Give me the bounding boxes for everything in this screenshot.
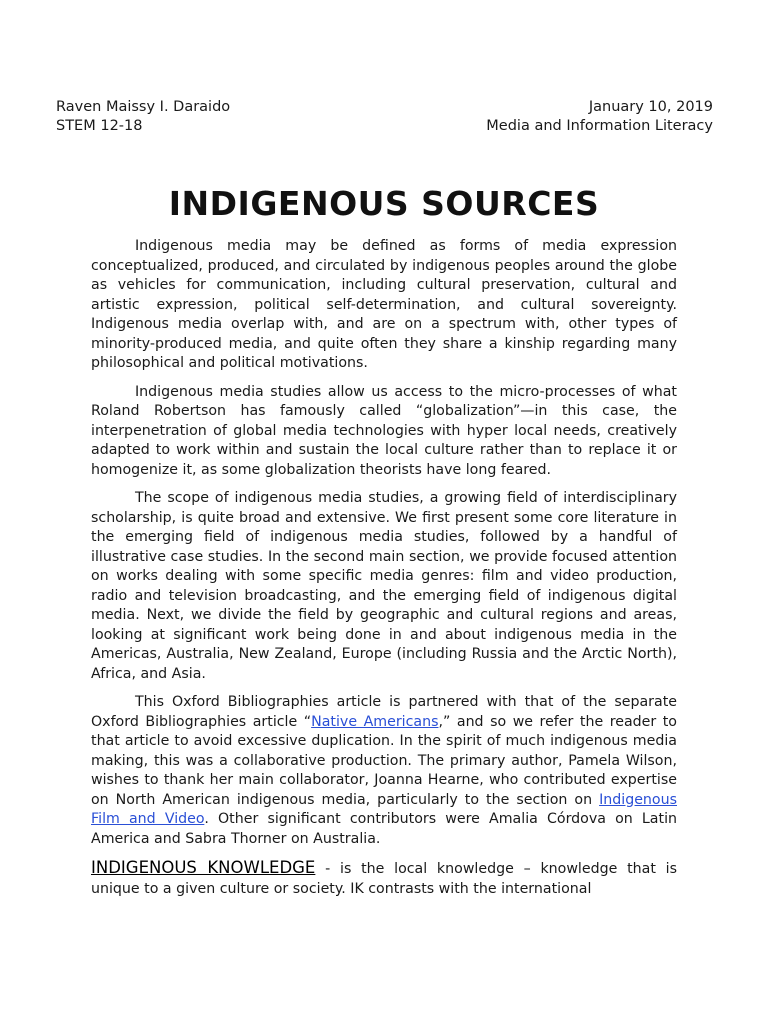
paragraph-indigenous-knowledge <box>91 858 677 899</box>
paragraph-media-studies-globalization: Indigenous media studies allow us access to the micro-processes of what Roland Robertson has famously called “globalization”—in this case, the interpenetration of global media technologies with hyper local needs, creatively adapted to work within and sustain the local culture rather than to replace it or homogenize it, as some globalization theorists have long feared. <box>91 383 677 478</box>
paragraph-text: . Other significant contributors were Amalia Córdova on Latin America and Sabra Thorner on Australia. <box>91 811 678 847</box>
native-americans-link[interactable]: Native Americans <box>311 713 439 730</box>
author-name: Raven Maissy I. Daraido <box>56 99 231 115</box>
paragraph-text: This Oxford Bibliographies article is partnered with that of the separate Oxford Bibliographies article “ <box>91 694 677 730</box>
indigenous-knowledge-definition: - is the local knowledge – knowledge that is unique to a given culture or society. IK contrasts with the international <box>91 861 677 897</box>
document-body <box>91 237 677 899</box>
paragraph-scope: The scope of indigenous media studies, a growing field of interdisciplinary scholarship, is quite broad and extensive. We first present some core literature in the emerging field of indigenous media studies, followed by a handful of illustrative case studies. In the second main section, we provide focused attention on works dealing with some specific media genres: film and video production, radio and television broadcasting, and the emerging field of indigenous digital media. Next, we divide the field by geographic and cultural regions and areas, looking at significant work being done in and about indigenous media in the Americas, Australia, New Zealand, Europe (including Russia and the Arctic North), Africa, and Asia. <box>91 490 677 682</box>
paragraph-indigenous-media-definition: Indigenous media may be defined as forms of media expression conceptualized, produced, and circulated by indigenous peoples around the globe as vehicles for communication, including cultural preservation, cultural and artistic expression, political self-determination, and cultural sovereignty. Indigenous media overlap with, and are on a spectrum with, other types of minority-produced media, and quite often they share a kinship regarding many philosophical and political motivations. <box>91 238 677 371</box>
indigenous-film-video-link[interactable]: Indigenous Film and Video <box>91 791 677 827</box>
paragraph-text: ,” and so we refer the reader to that article to avoid excessive duplication. In the spirit of much indigenous media making, this was a collaborative production. The primary author, Pamela Wilson, wishes to thank her main collaborator, Joanna Hearne, who contributed expertise on North American indigenous media, particularly to the section on <box>91 713 677 808</box>
subject-name: Media and Information Literacy <box>486 118 713 134</box>
indigenous-knowledge-term: INDIGENOUS KNOWLEDGE <box>91 858 316 877</box>
document-date: January 10, 2019 <box>588 99 713 115</box>
page-title: INDIGENOUS SOURCES <box>168 184 600 223</box>
class-section: STEM 12-18 <box>56 118 143 134</box>
author-block <box>56 98 230 136</box>
date-block <box>486 98 713 136</box>
paragraph-oxford-bibliographies <box>91 693 677 849</box>
